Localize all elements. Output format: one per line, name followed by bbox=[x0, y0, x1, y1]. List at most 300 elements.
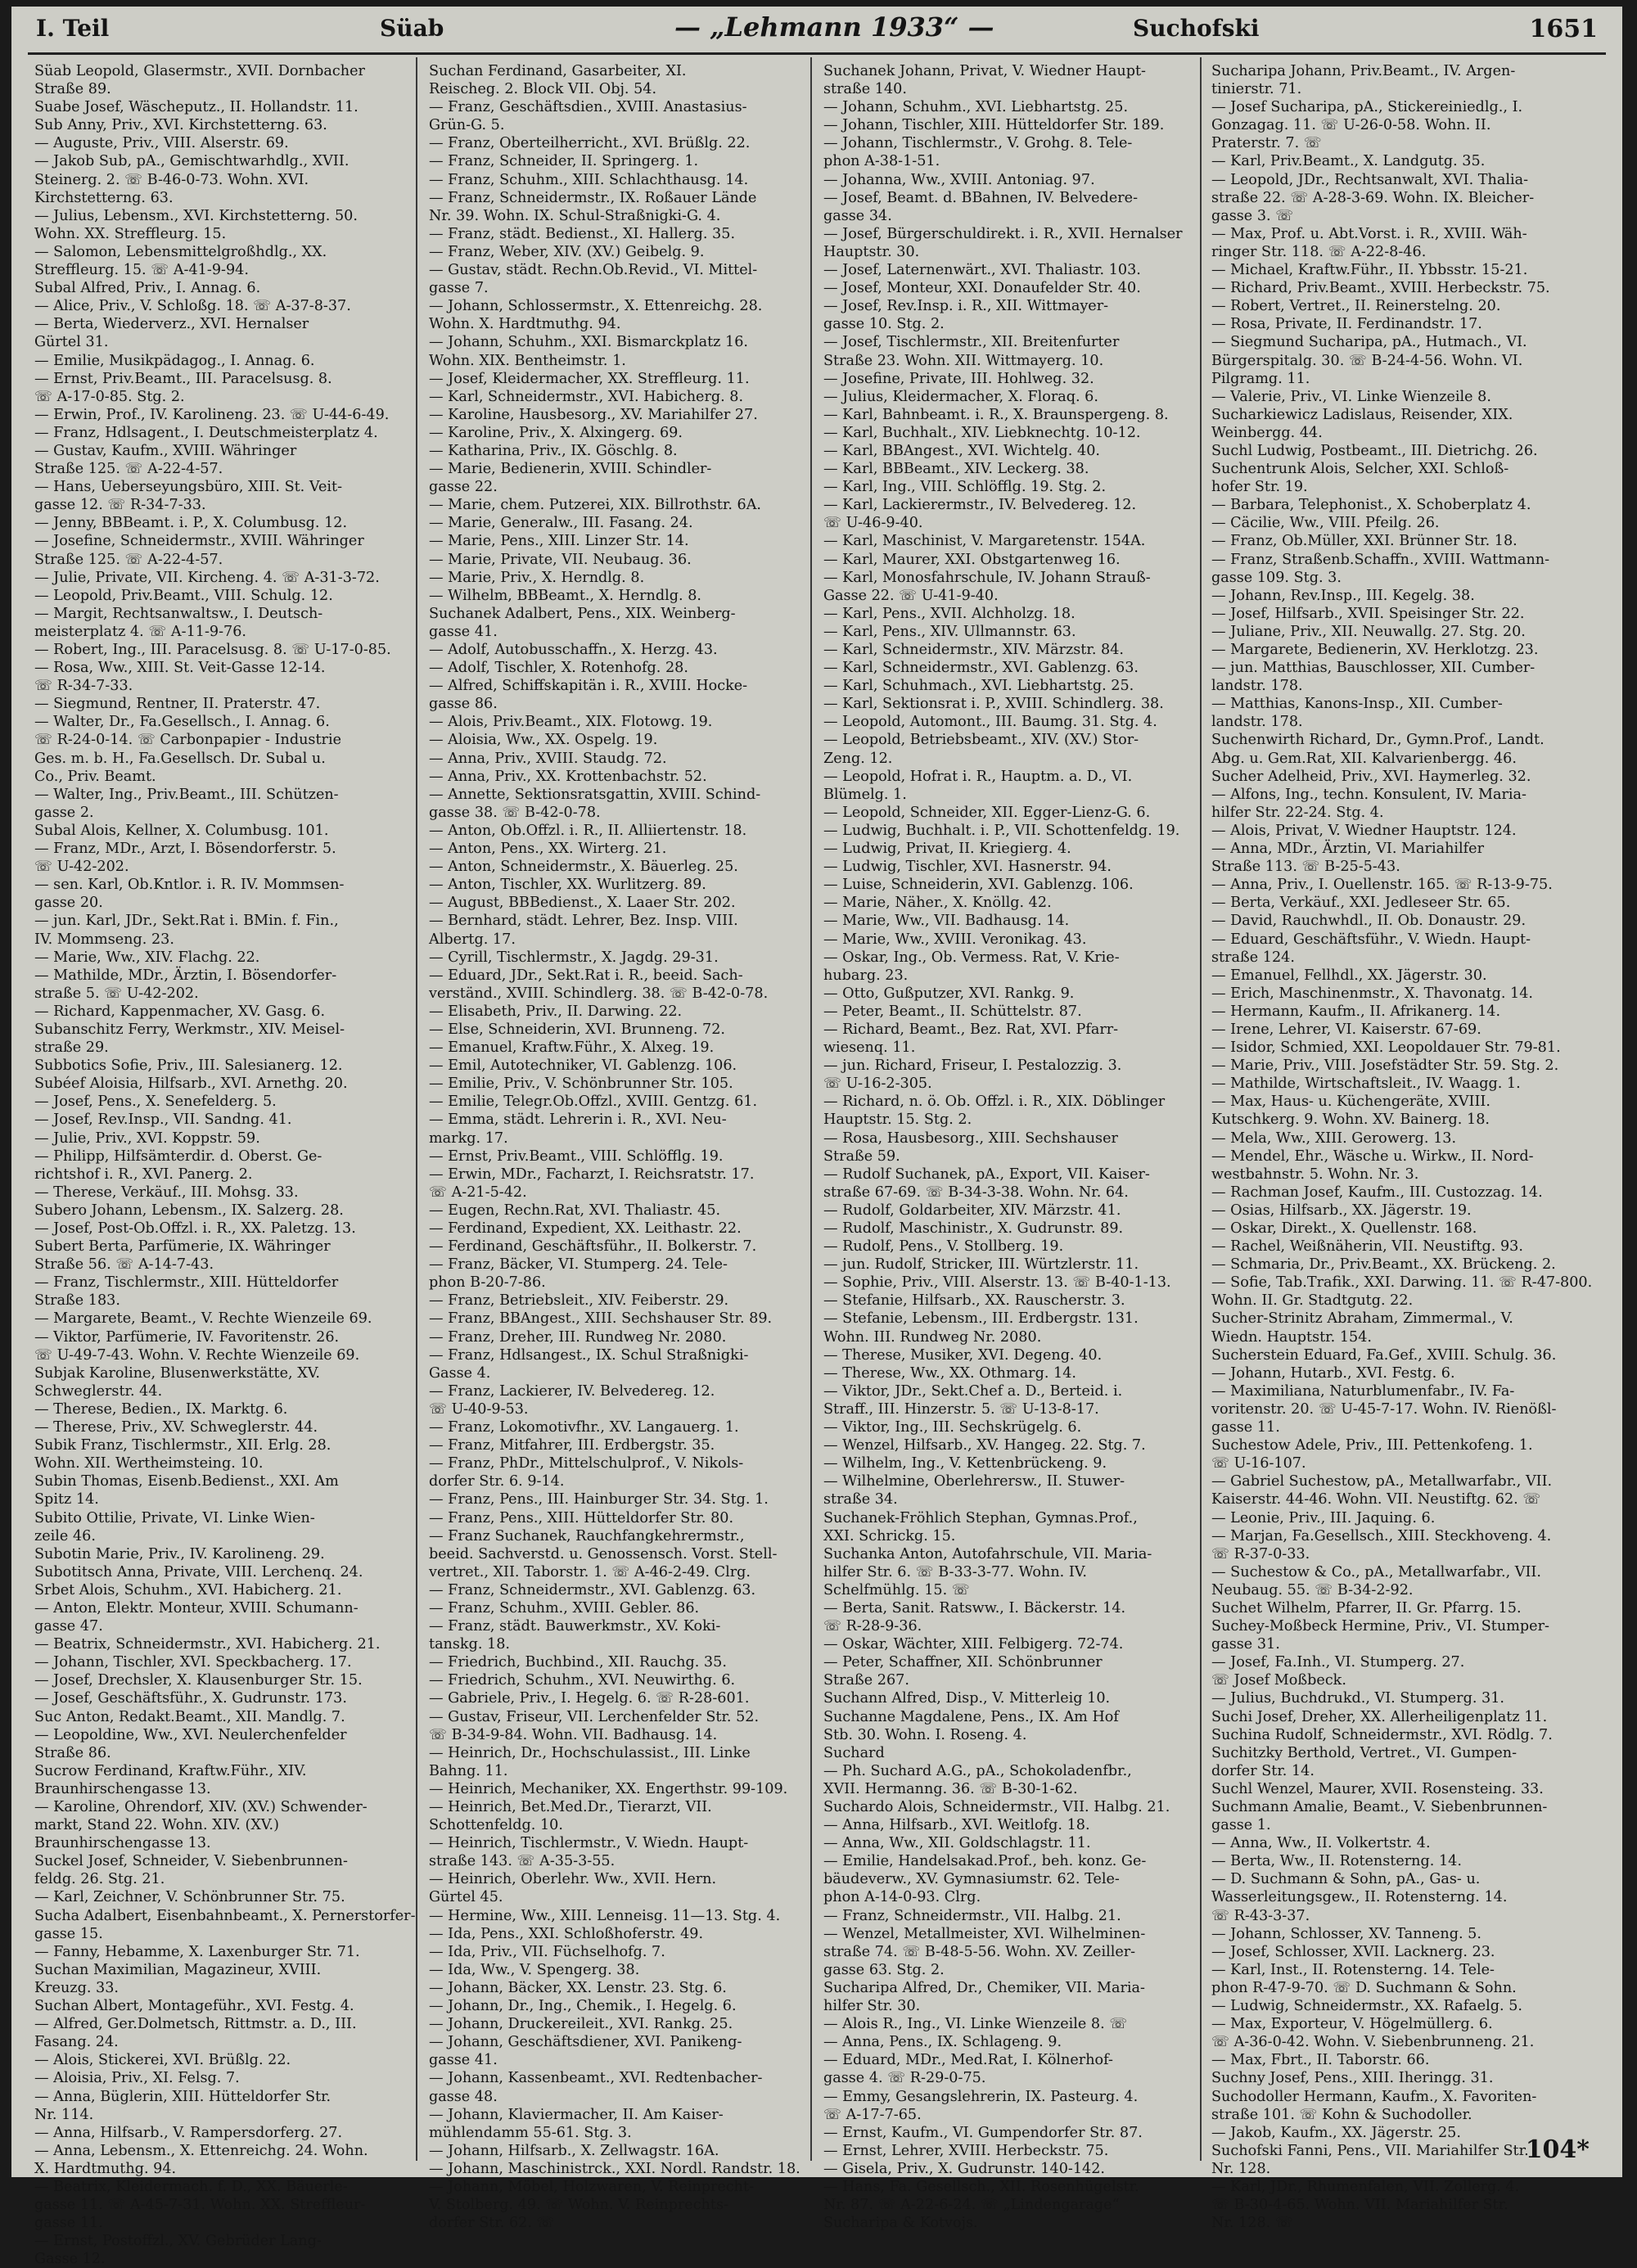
directory-entry-line: — Therese, Musiker, XVI. Degeng. 40. bbox=[823, 1346, 1103, 1364]
directory-entry-line: — Karl, Priv.Beamt., X. Landgutg. 35. bbox=[1211, 153, 1486, 170]
directory-entry-line: — Heinrich, Oberlehr. Ww., XVII. Hern. bbox=[429, 1871, 717, 1888]
directory-entry-line: IV. Mommseng. 23. bbox=[34, 931, 174, 948]
directory-entry-line: — Rachman Josef, Kaufm., III. Custozzag. 14. bbox=[1211, 1184, 1543, 1201]
directory-entry-line: ☏ Josef Moßbeck. bbox=[1211, 1672, 1346, 1689]
directory-entry-line: Suchofski Fanni, Pens., VII. Mariahilfer Str. bbox=[1211, 2142, 1529, 2159]
directory-entry-line: ☏ U-16-2-305. bbox=[823, 1075, 932, 1093]
directory-entry-line: — Franz, Hdlsangest., IX. Schul Straßnigki- bbox=[429, 1346, 749, 1364]
directory-entry-line: ☏ R-37-0-33. bbox=[1211, 1545, 1310, 1562]
directory-entry-line: — Mathilde, Wirtschaftsleit., IV. Waagg. 1. bbox=[1211, 1075, 1521, 1093]
directory-entry-line: — Oskar, Ing., Ob. Vermess. Rat, V. Krie- bbox=[823, 949, 1120, 966]
directory-entry-line: — Peter, Schaffner, XII. Schönbrunner bbox=[823, 1654, 1103, 1671]
directory-entry-line: — Eduard, MDr., Med.Rat, I. Kölnerhof- bbox=[823, 2052, 1113, 2069]
directory-entry-line: — Alice, Priv., V. Schloßg. 18. ☏ A-37-8-37. bbox=[34, 298, 351, 315]
directory-entry-line: — Oskar, Direkt., X. Quellenstr. 168. bbox=[1211, 1220, 1477, 1237]
directory-entry-line: Bahng. 11. bbox=[429, 1762, 508, 1779]
directory-entry-line: phon B-20-7-86. bbox=[429, 1274, 546, 1292]
directory-entry-line: — Franz, Dreher, III. Rundweg Nr. 2080. bbox=[429, 1328, 727, 1346]
directory-entry-line: — Alois, Stickerei, XVI. Brüßlg. 22. bbox=[34, 2052, 291, 2069]
directory-entry-line: Straße 113. ☏ B-25-5-43. bbox=[1211, 859, 1400, 876]
directory-entry-line: Kutschkerg. 9. Wohn. XV. Bainerg. 18. bbox=[1211, 1111, 1490, 1129]
directory-entry-line: — Heinrich, Tischlermstr., V. Wiedn. Haupt- bbox=[429, 1835, 749, 1852]
directory-entry-line: — Karl, Schuhmach., XVI. Liebhartstg. 25. bbox=[823, 678, 1134, 695]
directory-entry-line: Subjak Karoline, Blusenwerkstätte, XV. bbox=[34, 1364, 320, 1382]
directory-entry-line: — Franz, Tischlermstr., XIII. Hütteldorfer bbox=[34, 1274, 339, 1292]
directory-entry-line: Wohn. XX. Streffleurg. 15. bbox=[34, 225, 227, 242]
directory-entry-line: — Marie, Ww., XVIII. Veronikag. 43. bbox=[823, 931, 1087, 948]
directory-entry-line: Subal Alfred, Priv., I. Annag. 6. bbox=[34, 280, 261, 297]
directory-entry-line: Straße 267. bbox=[823, 1672, 909, 1689]
directory-entry-line: Straße 59. bbox=[823, 1148, 900, 1165]
directory-entry-line: XXI. Schrickg. 15. bbox=[823, 1527, 956, 1544]
directory-entry-line: — jun. Richard, Friseur, I. Pestalozzig. 3. bbox=[823, 1057, 1122, 1075]
directory-entry-line: Ges. m. b. H., Fa.Gesellsch. Dr. Subal u. bbox=[34, 750, 326, 767]
directory-entry-line: Blümelg. 1. bbox=[823, 786, 907, 803]
directory-entry-line: Suchard bbox=[823, 1744, 885, 1761]
directory-entry-line: — Josef, Fa.Inh., VI. Stumperg. 27. bbox=[1211, 1654, 1465, 1671]
directory-entry-line: Bürgerspitalg. 30. ☏ B-24-4-56. Wohn. VI. bbox=[1211, 352, 1523, 369]
directory-entry-line: gasse 15. bbox=[34, 1925, 103, 1942]
directory-entry-line: Suchestow Adele, Priv., III. Pettenkofeng. 1. bbox=[1211, 1437, 1533, 1454]
header-page-number: 1651 bbox=[1529, 15, 1598, 43]
directory-entry-line: X. Hardtmuthg. 94. bbox=[34, 2160, 177, 2177]
directory-entry-line: gasse 2. bbox=[34, 804, 94, 821]
directory-entry-line: — Josef, Laternenwärt., XVI. Thaliastr. 103. bbox=[823, 262, 1141, 279]
directory-entry-line: — Franz, Geschäftsdien., XVIII. Anastasius- bbox=[429, 99, 747, 116]
directory-entry-line: — Ludwig, Schneidermstr., XX. Rafaelg. 5. bbox=[1211, 1998, 1522, 2015]
directory-entry-line: gasse 31. bbox=[1211, 1636, 1280, 1653]
directory-entry-line: — Gabriel Suchestow, pA., Metallwarfabr., VII. bbox=[1211, 1473, 1553, 1490]
directory-entry-line: Streffleurg. 15. ☏ A-41-9-94. bbox=[34, 262, 249, 279]
directory-entry-line: — Maximiliana, Naturblumenfabr., IV. Fa- bbox=[1211, 1382, 1515, 1400]
directory-entry-line: straße 67-69. ☏ B-34-3-38. Wohn. Nr. 64. bbox=[823, 1184, 1129, 1201]
directory-entry-line: — Josef, Tischlermstr., XII. Breitenfurter bbox=[823, 334, 1120, 351]
directory-entry-line: — Julius, Buchdrukd., VI. Stumperg. 31. bbox=[1211, 1690, 1505, 1707]
directory-entry-line: — Anna, Priv., XVIII. Staudg. 72. bbox=[429, 750, 667, 767]
directory-entry-line: — Julie, Priv., XVI. Koppstr. 59. bbox=[34, 1129, 260, 1147]
directory-entry-line: — Marie, Priv., X. Herndlg. 8. bbox=[429, 569, 645, 586]
directory-entry-line: — Karl, Pens., XVII. Alchholzg. 18. bbox=[823, 605, 1076, 622]
directory-entry-line: zeile 46. bbox=[34, 1527, 96, 1544]
directory-entry-line: Weinbergg. 44. bbox=[1211, 424, 1323, 441]
directory-entry-line: ☏ A-17-0-85. Stg. 2. bbox=[34, 388, 185, 405]
directory-entry-line: — Rachel, Weißnäherin, VII. Neustiftg. 93. bbox=[1211, 1238, 1523, 1256]
directory-entry-line: — Berta, Wiederverz., XVI. Hernalser bbox=[34, 316, 309, 333]
directory-entry-line: — Franz, städt. Bedienst., XI. Hallerg. 35. bbox=[429, 225, 736, 242]
directory-entry-line: — Hermann, Kaufm., II. Afrikanerg. 14. bbox=[1211, 1003, 1501, 1020]
directory-entry-line: — Emanuel, Kraftw.Führ., X. Alxeg. 19. bbox=[429, 1039, 715, 1057]
directory-entry-line: — Berta, Sanit. Ratsww., I. Bäckerstr. 14. bbox=[823, 1599, 1126, 1616]
directory-entry-line: — Josef, Rev.Insp. i. R., XII. Wittmayer- bbox=[823, 298, 1109, 315]
directory-entry-line: — Ernst, Priv.Beamt., VIII. Schlöfflg. 19. bbox=[429, 1148, 724, 1165]
directory-entry-line: Suchann Alfred, Disp., V. Mitterleig 10. bbox=[823, 1690, 1111, 1707]
directory-entry-line: Gürtel 31. bbox=[34, 334, 109, 351]
directory-entry-line: Straße 86. bbox=[34, 1744, 111, 1761]
directory-entry-line: — Johann, Klaviermacher, II. Am Kaiser- bbox=[429, 2106, 724, 2123]
directory-entry-line: — Anna, Hilfsarb., V. Rampersdorferg. 27. bbox=[34, 2124, 343, 2141]
directory-entry-line: — Johann, Tischler, XIII. Hütteldorfer Str. 189. bbox=[823, 117, 1165, 134]
directory-entry-line: Wohn. X. Hardtmuthg. 94. bbox=[429, 316, 621, 333]
directory-entry-line: — Mendel, Ehr., Wäsche u. Wirkw., II. Nord- bbox=[1211, 1148, 1534, 1165]
directory-entry-line: — Emilie, Handelsakad.Prof., beh. konz. Ge- bbox=[823, 1853, 1147, 1870]
directory-entry-line: — Anton, Ob.Offzl. i. R., II. Alliiertenstr. 18. bbox=[429, 822, 747, 839]
directory-entry-line: — Josef, Drechsler, X. Klausenburger Str. 15. bbox=[34, 1672, 363, 1689]
directory-entry-line: Suchenwirth Richard, Dr., Gymn.Prof., Landt. bbox=[1211, 732, 1545, 749]
directory-entry-line: — Josef, Schlosser, XVII. Lacknerg. 23. bbox=[1211, 1943, 1495, 1960]
directory-entry-line: — Johann, Maschinistrck., XXI. Nordl. Randstr. 18. bbox=[429, 2160, 800, 2177]
directory-entry-line: — Franz, Straßenb.Schaffn., XVIII. Wattmann- bbox=[1211, 551, 1550, 568]
directory-entry-line: Nr. 114. bbox=[34, 2106, 94, 2123]
directory-entry-line: Kirchstetterng. 63. bbox=[34, 189, 174, 206]
directory-entry-line: richtshof i. R., XVI. Panerg. 2. bbox=[34, 1166, 253, 1183]
footer-page-number: 104* bbox=[1525, 2135, 1590, 2164]
directory-entry-line: Suchl Wenzel, Maurer, XVII. Rosensteing. 33. bbox=[1211, 1780, 1544, 1797]
directory-entry-line: Straße 89. bbox=[34, 81, 111, 98]
directory-entry-line: — Mathilde, MDr., Ärztin, I. Bösendorfer- bbox=[34, 967, 337, 984]
directory-entry-line: — Karl, Schneidermstr., XIV. Märzstr. 84. bbox=[823, 642, 1124, 658]
directory-entry-line: — Cäcilie, Ww., VIII. Pfeilg. 26. bbox=[1211, 515, 1440, 532]
directory-entry-line: — Franz, BBAngest., XIII. Sechshauser Str. 89. bbox=[429, 1310, 773, 1328]
directory-entry-line: Wohn. XIX. Bentheimstr. 1. bbox=[429, 352, 626, 369]
directory-entry-line: XVII. Hermanng. 36. ☏ B-30-1-62. bbox=[823, 1780, 1078, 1797]
directory-entry-line: — Siegmund Sucharipa, pA., Hutmach., VI. bbox=[1211, 334, 1527, 351]
directory-entry-line: — Karoline, Priv., X. Alxingerg. 69. bbox=[429, 424, 683, 441]
directory-entry-line: Suchanka Anton, Autofahrschule, VII. Maria- bbox=[823, 1545, 1152, 1562]
directory-entry-line: — Anna, Lebensm., X. Ettenreichg. 24. Wohn. bbox=[34, 2142, 368, 2159]
directory-entry-line: — Oskar, Wächter, XIII. Felbigerg. 72-74. bbox=[823, 1636, 1124, 1653]
directory-entry-line: — Viktor, Ing., III. Sechskrügelg. 6. bbox=[823, 1419, 1082, 1436]
directory-entry-line: — Leopold, Schneider, XII. Egger-Lienz-G. 6. bbox=[823, 804, 1151, 821]
directory-entry-line: gasse 38. ☏ B-42-0-78. bbox=[429, 804, 601, 821]
header-from-entry: Süab bbox=[380, 15, 444, 42]
directory-entry-line: — Hans, Ueberseyungsbüro, XIII. St. Veit- bbox=[34, 479, 343, 496]
directory-entry-line: Grün-G. 5. bbox=[429, 117, 505, 134]
directory-entry-line: — Anna, Pens., IX. Schlageng. 9. bbox=[823, 2034, 1062, 2051]
directory-entry-line: — Else, Schneiderin, XVI. Brunneng. 72. bbox=[429, 1021, 725, 1038]
directory-entry-line: Sucherstein Eduard, Fa.Gef., XVIII. Schulg. 36. bbox=[1211, 1346, 1557, 1364]
directory-entry-line: dorfer Str. 62. ☏ bbox=[429, 2215, 555, 2232]
directory-entry-line: ☏ R-43-3-37. bbox=[1211, 1907, 1310, 1924]
directory-entry-line: — Beatrix, Schneidermstr., XVI. Habicherg. 21. bbox=[34, 1636, 381, 1653]
directory-entry-line: Subero Johann, Lebensm., IX. Salzerg. 28. bbox=[34, 1202, 344, 1219]
directory-entry-line: Sucharipa Johann, Priv.Beamt., IV. Argen- bbox=[1211, 63, 1516, 79]
directory-entry-line: Süab Leopold, Glasermstr., XVII. Dornbacher bbox=[34, 63, 365, 79]
directory-entry-line: tanskg. 18. bbox=[429, 1636, 511, 1653]
entry-column-2 bbox=[429, 62, 800, 2232]
directory-entry-line: — Franz, Ob.Müller, XXI. Brünner Str. 18. bbox=[1211, 533, 1517, 550]
directory-entry-line: ☏ U-49-7-43. Wohn. V. Rechte Wienzeile 69. bbox=[34, 1346, 360, 1364]
directory-entry-line: — Karl, Pens., XIV. Ullmannstr. 63. bbox=[823, 623, 1076, 640]
directory-entry-line: — Ludwig, Buchhalt. i. P., VII. Schottenfeldg. 19. bbox=[823, 822, 1180, 839]
directory-entry-line: dorfer Str. 14. bbox=[1211, 1762, 1315, 1779]
directory-entry-line: Sucher Adelheid, Priv., XVI. Haymerleg. 32. bbox=[1211, 768, 1531, 785]
directory-entry-line: — Franz, Pens., XIII. Hütteldorfer Str. 80. bbox=[429, 1509, 734, 1526]
column-divider bbox=[1200, 57, 1202, 2161]
directory-entry-line: — Philipp, Hilfsämterdir. d. Oberst. Ge- bbox=[34, 1148, 322, 1165]
directory-entry-line: Hauptstr. 30. bbox=[823, 243, 920, 260]
directory-entry-line: Braunhirschengasse 13. bbox=[34, 1835, 211, 1852]
directory-entry-line: — Ludwig, Tischler, XVI. Hasnerstr. 94. bbox=[823, 859, 1112, 876]
directory-entry-line: — Auguste, Priv., VIII. Alserstr. 69. bbox=[34, 135, 289, 152]
directory-entry-line: — Karl, Inst., II. Rotensterng. 14. Tele- bbox=[1211, 1961, 1495, 1978]
directory-entry-line: Suchitzky Berthold, Vertret., VI. Gumpen- bbox=[1211, 1744, 1517, 1761]
directory-entry-line: — Aloisia, Ww., XX. Ospelg. 19. bbox=[429, 732, 658, 749]
directory-entry-line: Suchet Wilhelm, Pfarrer, II. Gr. Pfarrg. 15. bbox=[1211, 1599, 1522, 1616]
directory-entry-line: Suchardo Alois, Schneidermstr., VII. Halbg. 21. bbox=[823, 1799, 1170, 1815]
directory-entry-line: — Erwin, MDr., Facharzt, I. Reichsratstr. 17. bbox=[429, 1166, 755, 1183]
directory-entry-line: phon A-38-1-51. bbox=[823, 153, 940, 170]
directory-entry-line: — Luise, Schneiderin, XVI. Gablenzg. 106. bbox=[823, 877, 1134, 894]
directory-entry-line: Schelfmühlg. 15. ☏ bbox=[823, 1581, 970, 1598]
directory-entry-line: — Leopold, Automont., III. Baumg. 31. Stg. 4. bbox=[823, 714, 1157, 731]
directory-entry-line: — Ernst, Postoffzl., XV. Gebrüder Lang- bbox=[34, 2233, 322, 2250]
directory-entry-line: Suchan Ferdinand, Gasarbeiter, XI. bbox=[429, 63, 687, 79]
directory-entry-line: — Emilie, Priv., V. Schönbrunner Str. 105. bbox=[429, 1075, 733, 1093]
directory-entry-line: — Marie, Ww., VII. Badhausg. 14. bbox=[823, 913, 1070, 930]
directory-entry-line: — jun. Matthias, Bauschlosser, XII. Cumber- bbox=[1211, 660, 1536, 677]
directory-entry-line: — Alois R., Ing., VI. Linke Wienzeile 8. ☏ bbox=[823, 2016, 1128, 2033]
directory-entry-line: — Michael, Kraftw.Führ., II. Ybbsstr. 15-21. bbox=[1211, 262, 1528, 279]
directory-entry-line: — Johann, Möbel, Holzwaren, V. Reinprecht- bbox=[429, 2178, 755, 2195]
directory-entry-line: Albertg. 17. bbox=[429, 931, 516, 948]
directory-entry-line: gasse 10. Stg. 2. bbox=[823, 316, 945, 333]
directory-entry-line: straße 5. ☏ U-42-202. bbox=[34, 985, 199, 1002]
directory-entry-line: — Margarete, Bedienerin, XV. Herklotzg. 23. bbox=[1211, 642, 1539, 658]
directory-entry-line: — Erwin, Prof., IV. Karolineng. 23. ☏ U-44-6-49. bbox=[34, 406, 390, 423]
directory-entry-line: hilfer Str. 22-24. Stg. 4. bbox=[1211, 804, 1384, 821]
directory-entry-line: — Karoline, Hausbesorg., XV. Mariahilfer 27. bbox=[429, 406, 758, 423]
directory-entry-line: Hauptstr. 15. Stg. 2. bbox=[823, 1111, 972, 1129]
directory-entry-line: — Wenzel, Metallmeister, XVI. Wilhelminen- bbox=[823, 1925, 1146, 1942]
directory-entry-line: Suchanne Magdalene, Pens., IX. Am Hof bbox=[823, 1708, 1119, 1725]
directory-entry-line: — Johann, Schuhm., XVI. Liebhartstg. 25. bbox=[823, 99, 1129, 116]
directory-entry-line: — Cyrill, Tischlermstr., X. Jagdg. 29-31. bbox=[429, 949, 719, 966]
directory-entry-line: — Viktor, Parfümerie, IV. Favoritenstr. 26. bbox=[34, 1328, 340, 1346]
directory-entry-line: — Karl, Bahnbeamt. i. R., X. Braunspergeng. 8. bbox=[823, 406, 1169, 423]
directory-entry-line: Srbet Alois, Schuhm., XVI. Habicherg. 21. bbox=[34, 1581, 342, 1598]
directory-entry-line: — Franz, städt. Bauwerkmstr., XV. Koki- bbox=[429, 1618, 721, 1635]
column-divider bbox=[416, 57, 417, 2161]
directory-entry-line: Straße 125. ☏ A-22-4-57. bbox=[34, 461, 223, 478]
directory-entry-line: — Hermine, Ww., XIII. Lenneisg. 11—13. Stg. 4. bbox=[429, 1907, 781, 1924]
directory-entry-line: landstr. 178. bbox=[1211, 678, 1303, 695]
directory-entry-line: Suchan Albert, Montageführ., XVI. Festg. 4. bbox=[34, 1998, 354, 2015]
directory-entry-line: — Gabriele, Priv., I. Hegelg. 6. ☏ R-28-601. bbox=[429, 1690, 750, 1707]
directory-entry-line: — Rudolf, Maschinistr., X. Gudrunstr. 89. bbox=[823, 1220, 1124, 1237]
page-header bbox=[36, 11, 1598, 51]
header-rule bbox=[28, 52, 1606, 55]
directory-entry-line: Suc Anton, Redakt.Beamt., XII. Mandlg. 7. bbox=[34, 1708, 345, 1725]
directory-entry-line: — D. Suchmann & Sohn, pA., Gas- u. bbox=[1211, 1871, 1481, 1888]
directory-entry-line: — Beatrix, Kleidermach. f. D., XX. Bäuerle- bbox=[34, 2178, 348, 2195]
directory-entry-line: Spitz 14. bbox=[34, 1491, 99, 1508]
directory-entry-line: Schottenfeldg. 10. bbox=[429, 1817, 563, 1834]
directory-entry-line: Zeng. 12. bbox=[823, 750, 893, 767]
directory-entry-line: — Julius, Kleidermacher, X. Floraq. 6. bbox=[823, 388, 1098, 405]
directory-entry-line: ☏ U-42-202. bbox=[34, 859, 129, 876]
directory-entry-line: — Therese, Verkäuf., III. Mohsg. 33. bbox=[34, 1184, 299, 1201]
directory-entry-line: — Marie, chem. Putzerei, XIX. Billrothstr. 6A. bbox=[429, 497, 761, 514]
header-title: — „Lehmann 1933“ — bbox=[674, 11, 994, 43]
directory-entry-line: Suchi Josef, Dreher, XX. Allerheiligenplatz 11. bbox=[1211, 1708, 1548, 1725]
directory-entry-line: Co., Priv. Beamt. bbox=[34, 768, 156, 785]
directory-entry-line: — Fanny, Hebamme, X. Laxenburger Str. 71. bbox=[34, 1943, 360, 1960]
directory-entry-line: Fasang. 24. bbox=[34, 2034, 119, 2051]
directory-entry-line: straße 140. bbox=[823, 81, 907, 98]
directory-entry-line: — Ernst, Priv.Beamt., III. Paracelsusg. 8. bbox=[34, 370, 332, 387]
column-divider bbox=[810, 57, 812, 2161]
directory-entry-line: Steinerg. 2. ☏ B-46-0-73. Wohn. XVI. bbox=[34, 171, 309, 188]
directory-entry-line: Suabe Josef, Wäscheputz., II. Hollandstr. 11. bbox=[34, 99, 359, 116]
directory-entry-line: landstr. 178. bbox=[1211, 714, 1303, 731]
directory-entry-line: — Mela, Ww., XIII. Gerowerg. 13. bbox=[1211, 1129, 1457, 1147]
directory-entry-line: — Annette, Sektionsratsgattin, XVIII. Schind- bbox=[429, 786, 761, 803]
directory-entry-line: phon R-47-9-70. ☏ D. Suchmann & Sohn. bbox=[1211, 1979, 1517, 1996]
directory-entry-line: gasse 48. bbox=[429, 2088, 498, 2105]
directory-entry-line: straße 29. bbox=[34, 1039, 109, 1057]
directory-entry-line: — Jakob, Kaufm., XX. Jägerstr. 25. bbox=[1211, 2124, 1461, 2141]
directory-entry-line: — Berta, Ww., II. Rotensterng. 14. bbox=[1211, 1853, 1462, 1870]
directory-entry-line: — Anna, Hilfsarb., XVI. Weitlofg. 18. bbox=[823, 1817, 1090, 1834]
directory-entry-line: Kreuzg. 33. bbox=[34, 1979, 119, 1996]
directory-entry-line: wiesenq. 11. bbox=[823, 1039, 916, 1057]
directory-entry-line: Suchanek-Fröhlich Stephan, Gymnas.Prof., bbox=[823, 1509, 1138, 1526]
directory-entry-line: — Marie, Private, VII. Neubaug. 36. bbox=[429, 551, 692, 568]
directory-entry-line: — Ph. Suchard A.G., pA., Schokoladenfbr., bbox=[823, 1762, 1132, 1779]
directory-entry-line: mühlendamm 55-61. Stg. 3. bbox=[429, 2124, 632, 2141]
directory-entry-line: — Franz, PhDr., Mittelschulprof., V. Nikols- bbox=[429, 1455, 744, 1472]
directory-entry-line: Stb. 30. Wohn. I. Roseng. 4. bbox=[823, 1726, 1027, 1743]
directory-entry-line: — Alois, Privat, V. Wiedner Hauptstr. 124. bbox=[1211, 822, 1517, 839]
directory-entry-line: — Leonie, Priv., III. Jaquing. 6. bbox=[1211, 1509, 1436, 1526]
directory-entry-line: Subotin Marie, Priv., IV. Karolineng. 29. bbox=[34, 1545, 325, 1562]
directory-entry-line: hubarg. 23. bbox=[823, 967, 909, 984]
directory-entry-line: straße 22. ☏ A-28-3-69. Wohn. IX. Bleicher- bbox=[1211, 189, 1535, 206]
directory-entry-line: — Rosa, Hausbesorg., XIII. Sechshauser bbox=[823, 1129, 1118, 1147]
directory-entry-line: — Schmaria, Dr., Priv.Beamt., XX. Brückeng. 2. bbox=[1211, 1256, 1556, 1274]
directory-entry-line: — Rudolf, Pens., V. Stollberg. 19. bbox=[823, 1238, 1064, 1256]
directory-entry-line: gasse 86. bbox=[429, 696, 498, 713]
directory-entry-line: — Otto, Gußputzer, XVI. Rankg. 9. bbox=[823, 985, 1075, 1002]
directory-entry-line: — Ida, Ww., V. Spengerg. 38. bbox=[429, 1961, 640, 1978]
directory-entry-line: — Gustav, Friseur, VII. Lerchenfelder Str. 52. bbox=[429, 1708, 760, 1725]
directory-entry-line: ☏ U-46-9-40. bbox=[823, 515, 923, 532]
directory-entry-line: ☏ U-40-9-53. bbox=[429, 1400, 529, 1418]
directory-entry-line: — Ida, Priv., VII. Füchselhofg. 7. bbox=[429, 1943, 665, 1960]
directory-entry-line: — Ernst, Lehrer, XVIII. Herbeckstr. 75. bbox=[823, 2142, 1109, 2159]
directory-entry-line: — Ida, Pens., XXI. Schloßhoferstr. 49. bbox=[429, 1925, 704, 1942]
directory-entry-line: — Stefanie, Hilfsarb., XX. Rauscherstr. 3. bbox=[823, 1292, 1125, 1310]
directory-entry-line: — jun. Karl, JDr., Sekt.Rat i. BMin. f. Fin., bbox=[34, 913, 339, 930]
directory-entry-line: — David, Rauchwhdl., II. Ob. Donaustr. 29. bbox=[1211, 913, 1527, 930]
directory-entry-line: — Franz, MDr., Arzt, I. Bösendorferstr. 5. bbox=[34, 841, 336, 858]
directory-entry-line: — Josef, Geschäftsführ., X. Gudrunstr. 173. bbox=[34, 1690, 347, 1707]
directory-entry-line: — Siegmund, Rentner, II. Praterstr. 47. bbox=[34, 696, 321, 713]
directory-entry-line: — Hans, Fa. Gesellsch., XII. Rosenhügelstr. bbox=[823, 2178, 1139, 2195]
directory-entry-line: Suchl Ludwig, Postbeamt., III. Dietrichg. 26. bbox=[1211, 442, 1538, 459]
directory-entry-line: — Johann, Tischler, XVI. Speckbacherg. 17. bbox=[34, 1654, 352, 1671]
directory-entry-line: — Josef, Beamt. d. BBahnen, IV. Belvedere- bbox=[823, 189, 1139, 206]
directory-entry-line: — Friedrich, Schuhm., XVI. Neuwirthg. 6. bbox=[429, 1672, 736, 1689]
directory-entry-line: — Anton, Pens., XX. Wirterg. 21. bbox=[429, 841, 667, 858]
directory-entry-line: — Gisela, Priv., X. Gudrunstr. 140-142. bbox=[823, 2160, 1106, 2177]
directory-entry-line: Pilgramg. 11. bbox=[1211, 370, 1310, 387]
directory-entry-line: — Wilhelm, BBBeamt., X. Herndlg. 8. bbox=[429, 587, 702, 604]
directory-entry-line: Subin Thomas, Eisenb.Bedienst., XXI. Am bbox=[34, 1473, 339, 1490]
directory-entry-line: hilfer Str. 6. ☏ B-33-3-77. Wohn. IV. bbox=[823, 1563, 1088, 1580]
directory-entry-line: Reischeg. 2. Block VII. Obj. 54. bbox=[429, 81, 657, 98]
directory-entry-line: Gürtel 45. bbox=[429, 1889, 503, 1906]
directory-entry-line: — August, BBBedienst., X. Laaer Str. 202. bbox=[429, 895, 736, 912]
directory-entry-line: ☏ U-16-107. bbox=[1211, 1455, 1306, 1472]
directory-entry-line: — Josef, Pens., X. Senefelderg. 5. bbox=[34, 1093, 277, 1111]
directory-entry-line: gasse 63. Stg. 2. bbox=[823, 1961, 945, 1978]
directory-entry-line: markg. 17. bbox=[429, 1129, 508, 1147]
directory-entry-line: gasse 11. bbox=[1211, 1419, 1280, 1436]
directory-entry-line: verständ., XVIII. Schindlerg. 38. ☏ B-42-0-78. bbox=[429, 985, 769, 1002]
directory-entry-line: — Heinrich, Bet.Med.Dr., Tierarzt, VII. bbox=[429, 1799, 712, 1815]
directory-entry-line: — Margarete, Beamt., V. Rechte Wienzeile 69. bbox=[34, 1310, 372, 1328]
directory-entry-line: Subanschitz Ferry, Werkmstr., XIV. Meisel- bbox=[34, 1021, 345, 1038]
directory-entry-line: — Osias, Hilfsarb., XX. Jägerstr. 19. bbox=[1211, 1202, 1472, 1219]
directory-entry-line: — Wilhelmine, Oberlehrersw., II. Stuwer- bbox=[823, 1473, 1125, 1490]
directory-entry-line: — Stefanie, Lebensm., III. Erdbergstr. 131. bbox=[823, 1310, 1139, 1328]
directory-entry-line: — Anna, Priv., I. Ouellenstr. 165. ☏ R-13-9-75. bbox=[1211, 877, 1553, 894]
directory-entry-line: — Franz, Schneidermstr., VII. Halbg. 21. bbox=[823, 1907, 1121, 1924]
directory-entry-line: — Robert, Vertret., II. Reinerstelng. 20. bbox=[1211, 298, 1501, 315]
directory-entry-line: — Therese, Ww., XX. Othmarg. 14. bbox=[823, 1364, 1077, 1382]
directory-entry-line: Suchanek Johann, Privat, V. Wiedner Haupt- bbox=[823, 63, 1147, 79]
directory-entry-line: — Johann, Schlossermstr., X. Ettenreichg. 28. bbox=[429, 298, 763, 315]
directory-entry-line: — Richard, Beamt., Bez. Rat, XVI. Pfarr- bbox=[823, 1021, 1119, 1038]
directory-entry-line: — Emmy, Gesangslehrerin, IX. Pasteurg. 4. bbox=[823, 2088, 1139, 2105]
directory-entry-line: — Barbara, Telephonist., X. Schoberplatz 4. bbox=[1211, 497, 1531, 514]
directory-entry-line: — Karl, Monosfahrschule, IV. Johann Strauß- bbox=[823, 569, 1151, 586]
directory-entry-line: — Rudolf Suchanek, pA., Export, VII. Kaiser- bbox=[823, 1166, 1150, 1183]
directory-entry-line: Straff., III. Hinzerstr. 5. ☏ U-13-8-17. bbox=[823, 1400, 1099, 1418]
directory-entry-line: — Anna, Ww., II. Volkertstr. 4. bbox=[1211, 1835, 1431, 1852]
directory-entry-line: — Anna, MDr., Ärztin, VI. Mariahilfer bbox=[1211, 841, 1484, 858]
directory-entry-line: — Leopold, JDr., Rechtsanwalt, XVI. Thalia- bbox=[1211, 171, 1529, 188]
directory-entry-line: — Eugen, Rechn.Rat, XVI. Thaliastr. 45. bbox=[429, 1202, 721, 1219]
directory-entry-line: Sucharkiewicz Ladislaus, Reisender, XIX. bbox=[1211, 406, 1513, 423]
directory-entry-line: hofer Str. 19. bbox=[1211, 479, 1308, 496]
directory-entry-line: gasse 12. ☏ R-34-7-33. bbox=[34, 497, 206, 514]
directory-entry-line: — Emilie, Telegr.Ob.Offzl., XVIII. Gentzg. 61. bbox=[429, 1093, 758, 1111]
directory-entry-line: — Johann, Schuhm., XXI. Bismarckplatz 16. bbox=[429, 334, 749, 351]
directory-entry-line: Sucrow Ferdinand, Kraftw.Führ., XIV. bbox=[34, 1762, 307, 1779]
directory-entry-line: ☏ A-36-0-42. Wohn. V. Siebenbrunneng. 21. bbox=[1211, 2034, 1535, 2051]
directory-entry-line: Gasse 22. ☏ U-41-9-40. bbox=[823, 587, 999, 604]
directory-entry-line: ☏ A-21-5-42. bbox=[429, 1184, 527, 1201]
directory-entry-line: — Ferdinand, Geschäftsführ., II. Bolkerstr. 7. bbox=[429, 1238, 757, 1256]
directory-entry-line: — Johann, Dr., Ing., Chemik., I. Hegelg. 6. bbox=[429, 1998, 737, 2015]
directory-entry-line: straße 101. ☏ Kohn & Suchodoller. bbox=[1211, 2106, 1472, 2123]
directory-entry-line: — Johann, Bäcker, XX. Lenstr. 23. Stg. 6. bbox=[429, 1979, 727, 1996]
directory-entry-line: — Wilhelm, Ing., V. Kettenbrückeng. 9. bbox=[823, 1455, 1107, 1472]
directory-entry-line: — Julie, Private, VII. Kircheng. 4. ☏ A-31-3-72. bbox=[34, 569, 380, 586]
directory-entry-line: — Franz, Bäcker, VI. Stumperg. 24. Tele- bbox=[429, 1256, 728, 1274]
directory-entry-line: — Viktor, JDr., Sekt.Chef a. D., Berteid. i. bbox=[823, 1382, 1123, 1400]
directory-entry-line: Sucher-Strinitz Abraham, Zimmermal., V. bbox=[1211, 1310, 1513, 1328]
directory-entry-line: — Franz, Oberteilherricht., XVI. Brüßlg. 22. bbox=[429, 135, 751, 152]
directory-entry-line: — Marie, Pens., XIII. Linzer Str. 14. bbox=[429, 533, 689, 550]
directory-entry-line: straße 74. ☏ B-48-5-56. Wohn. XV. Zeiller- bbox=[823, 1943, 1136, 1960]
directory-entry-line: — Josef Sucharipa, pA., Stickereiniedlg., I. bbox=[1211, 99, 1523, 116]
directory-entry-line: — Franz, Hdlsagent., I. Deutschmeisterplatz 4. bbox=[34, 424, 378, 441]
directory-entry-line: Wohn. XII. Wertheimsteing. 10. bbox=[34, 1455, 264, 1472]
directory-entry-line: — Erich, Maschinenmstr., X. Thavonatg. 14. bbox=[1211, 985, 1534, 1002]
